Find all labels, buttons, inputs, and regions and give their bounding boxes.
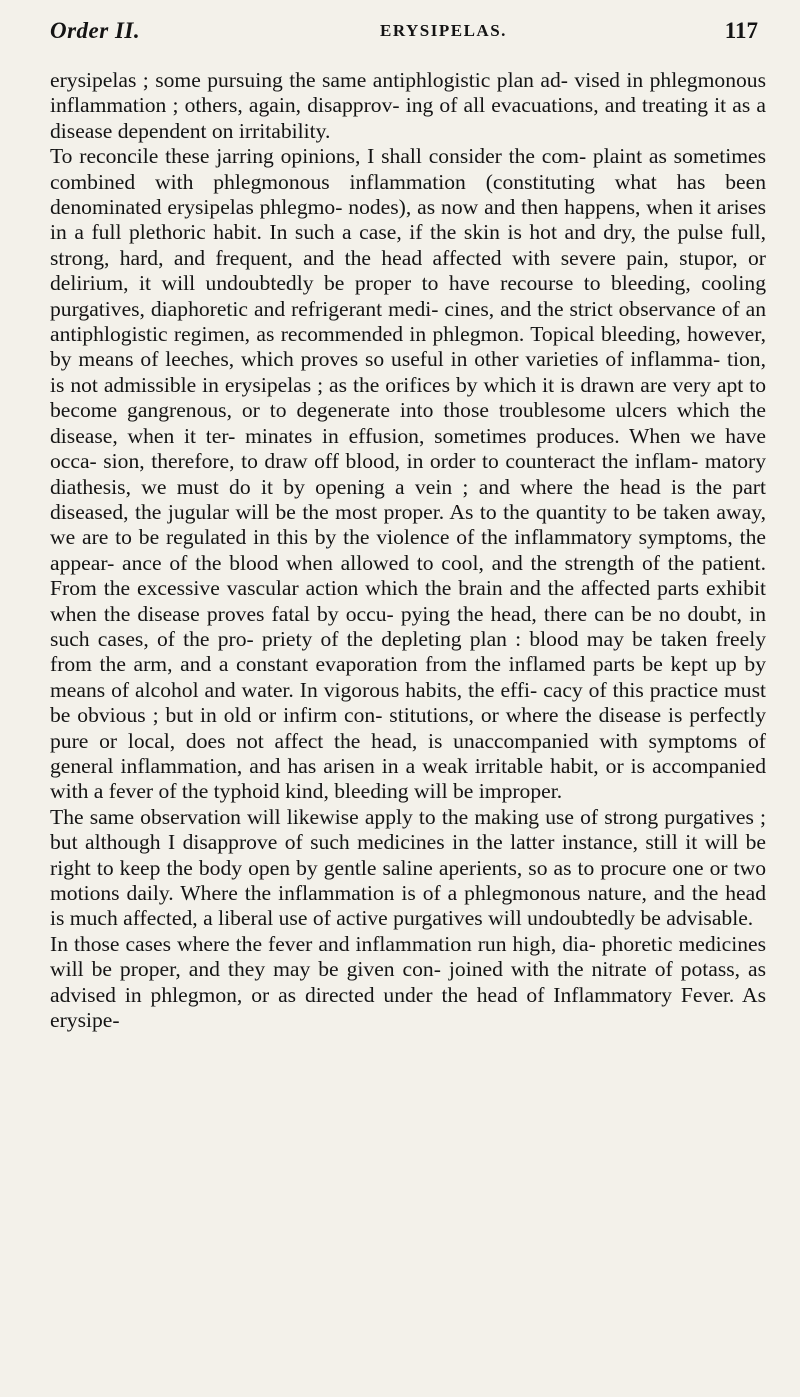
paragraph-2: To reconcile these jarring opinions, I shall consider the com- plaint as sometimes combined with phlegmonous inflammation (constituting what has been denominated erysipelas phlegmo- nodes), as now and then happens, when it arises in a full plethoric habit. In such a case, if the skin is hot and dry, the pulse full, strong, hard, and frequent, and the head affected with severe pain, stupor, or delirium, it will undoubtedly be proper to have recourse to bleeding, cooling purgatives, diaphoretic and refrigerant medi- cines, and the strict observance of an antiphlogistic regimen, as recommended in phlegmon. Topical bleeding, however, by means of leeches, which proves so useful in other varieties of inflamma- tion, is not admissible in erysipelas ; as the orifices by which it is drawn are very apt to become gangrenous, or to degenerate into those troublesome ulcers which the disease, when it ter- minates in effusion, sometimes produces. When we have occa- sion, therefore, to draw off blood, in order to counteract the inflam- matory diathesis, we must do it by opening a vein ; and where the head is the part diseased, the jugular will be the most proper. As to the quantity to be taken away, we are to be regulated in this by the violence of the inflammatory symptoms, the appear- ance of the blood when allowed to cool, and the strength of the patient. From the excessive vascular action which the brain and the affected parts exhibit when the disease proves fatal by occu- pying the head, there can be no doubt, in such cases, of the pro- priety of the depleting plan : blood may be taken freely from the arm, and a constant evaporation from the inflamed parts be kept up by means of alcohol and water. In vigorous habits, the effi- cacy of this practice must be obvious ; but in old or infirm con- stitutions, or where the disease is perfectly pure or local, does not affect the head, is unaccompanied with symptoms of general inflammation, and has arisen in a weak irritable habit, or is accompanied with a fever of the typhoid kind, bleeding will be improper. bbox=[50, 144, 766, 804]
order-heading: Order II. bbox=[50, 18, 141, 43]
paragraph-4: In those cases where the fever and inflammation run high, dia- phoretic medicines will be proper, and they may be given con- joined with the nitrate of potass, as advised in phlegmon, or as directed under the head of Inflammatory Fever. As erysipe- bbox=[50, 931, 766, 1033]
chapter-title: ERYSIPELAS. bbox=[380, 21, 507, 40]
paragraph-1: erysipelas ; some pursuing the same antiphlogistic plan ad- vised in phlegmonous inflammation ; others, again, disapprov- ing of all evacuations, and treating it as a disease dependent on irritability. bbox=[50, 68, 766, 143]
body-text bbox=[50, 68, 766, 1033]
running-head bbox=[50, 18, 766, 52]
page-number: 117 bbox=[724, 18, 758, 43]
paragraph-3: The same observation will likewise apply to the making use of strong purgatives ; but although I disapprove of such medicines in the latter instance, still it will be right to keep the body open by gentle saline aperients, so as to procure one or two motions daily. Where the inflammation is of a phlegmonous nature, and the head is much affected, a liberal use of active purgatives will undoubtedly be advisable. bbox=[50, 804, 766, 931]
